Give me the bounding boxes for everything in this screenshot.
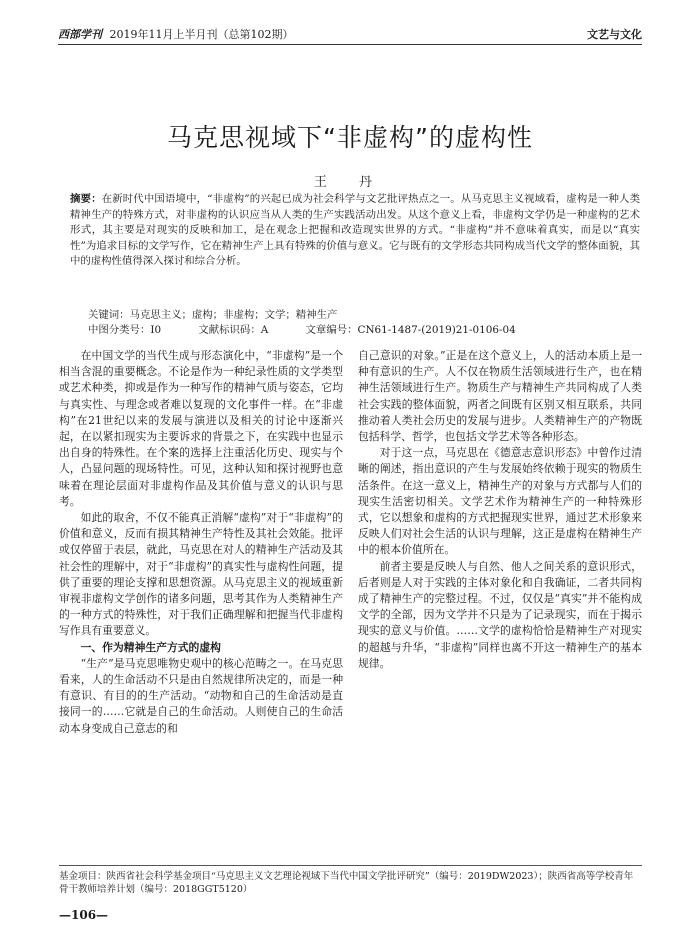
header-left <box>58 26 294 42</box>
clc-number: 中图分类号：I0 <box>88 324 162 336</box>
author-name: 王 丹 <box>313 175 387 190</box>
section-name: 文艺与文化 <box>587 28 642 41</box>
body-paragraph: 自己意识的对象。”正是在这个意义上，人的活动本质上是一种有意识的生产。人不仅在物质生活领域进行生产，也在精神生活领域进行生产。物质生产与精神生产共同构成了人类社会实践的整体面貌，两者之间既有区别又相互联系，共同推动着人类社会历史的发展与进步。人类精神生产的产物既包括科学、哲学，也包括文学艺术等各种形态。 <box>358 349 642 444</box>
abstract-label: 摘要： <box>70 193 102 205</box>
body-paragraph: 对于这一点，马克思在《德意志意识形态》中曾作过清晰的阐述，指出意识的产生与发展始终依赖于现实的物质生活条件。在这一意义上，精神生产的对象与方式都与人们的现实生活密切相关。文学艺术作为精神生产的一种特殊形式，它以想象和虚构的方式把握现实世界，通过艺术形象来反映人们对社会生活的认识与理解，这正是虚构在精神生产中的根本价值所在。 <box>358 446 642 557</box>
article-meta <box>88 322 640 338</box>
keywords: 关键词：马克思主义；虚构；非虚构；文学；精神生产 <box>88 309 338 321</box>
body-column-left <box>59 348 343 737</box>
page-number: —106— <box>59 908 109 922</box>
article-title: 马克思视域下“非虚构”的虚构性 <box>167 123 533 152</box>
funding-footnote: 基金项目：陕西省社会科学基金项目“马克思主义文艺理论视域下当代中国文学批评研究”（编号：2019DW2023）；陕西省高等学校青年骨干教师培养计划（编号：2018GGT5120） <box>59 865 642 896</box>
body-paragraph: 在中国文学的当代生成与形态演化中，“非虚构”是一个相当含混的重要概念。不论是作为一种纪录性质的文学类型或艺术种类，抑或是作为一种写作的精神气质与姿态，它均与真实性、与理念或者难以复现的文化事件一样。在“非虚构”在21世纪以来的发展与演进以及相关的讨论中逐渐兴起，在以紧扣现实为主要诉求的背景之下，在实践中也显示出自身的特殊性。在个案的选择上注重活化历史、现实与个人，凸显问题的现场特性。可见，这种认知和探讨视野也意味着在理论层面对非虚构作品及其价值与意义的认识与思考。 <box>59 349 343 508</box>
body-paragraph: 前者主要是反映人与自然、他人之间关系的意识形式，后者则是人对于实践的主体对象化和自我确证，二者共同构成了精神生产的完整过程。不过，仅仅是“真实”并不能构成文学的全部，因为文学并不只是为了记录现实，而在于揭示现实的意义与价值。……文学的虚构恰恰是精神生产对现实的超越与升华，“非虚构”同样也离不开这一精神生产的基本规律。 <box>358 559 642 670</box>
body-paragraph: 如此的取舍，不仅不能真正消解“虚构”对于“非虚构”的价值和意义，反而有损其精神生产特性及其社会效能。批评或仅停留于表层，就此，马克思在对人的精神生产活动及其社会性的理解中，对于“非虚构”的真实性与虚构性问题，提供了重要的理论支撑和思想资源。从马克思主义的视域重新审视非虚构文学创作的诸多问题，思考其作为人类精神生产的一种方式的特殊性，对于我们正确理解和把握当代非虚构写作具有重要意义。 <box>59 511 343 638</box>
body-paragraph: “生产”是马克思唯物史观中的核心范畴之一。在马克思看来，人的生命活动不只是由自然规律所决定的，而是一种有意识、有目的的生产活动。“动物和自己的生命活动是直接同一的……它就是自己的生命活动。人则使自己的生命活动本身变成自己意志的和 <box>59 656 343 735</box>
document-code: 文献标识码：A <box>198 324 269 336</box>
journal-issue: 2019年11月上半月刊（总第102期） <box>109 28 294 41</box>
abstract-text: 在新时代中国语境中，“非虚构”的兴起已成为社会科学与文艺批评热点之一。从马克思主义视域看，虚构是一种人类精神生产的特殊方式，对非虚构的认识应当从人类的生产实践活动出发。从这个意义上看，非虚构文学仍是一种虚构的艺术形式，其主要是对现实的反映和加工，是在观念上把握和改造现实世界的方式。“非虚构”并不意味着真实，而是以“真实性”为追求目标的文学写作，它在精神生产上具有特殊的价值与意义。它与既有的文学形态共同构成当代文学的整体面貌，其中的虚构性值得深入探讨和综合分析。 <box>70 193 640 267</box>
section-heading: 一、作为精神生产方式的虚构 <box>80 640 221 654</box>
running-header <box>58 22 642 45</box>
article-number: 文章编号：CN61-1487-(2019)21-0106-04 <box>305 324 516 336</box>
body-column-right <box>358 348 642 672</box>
abstract <box>70 192 640 270</box>
journal-logo: 西部学刊 <box>58 28 102 41</box>
